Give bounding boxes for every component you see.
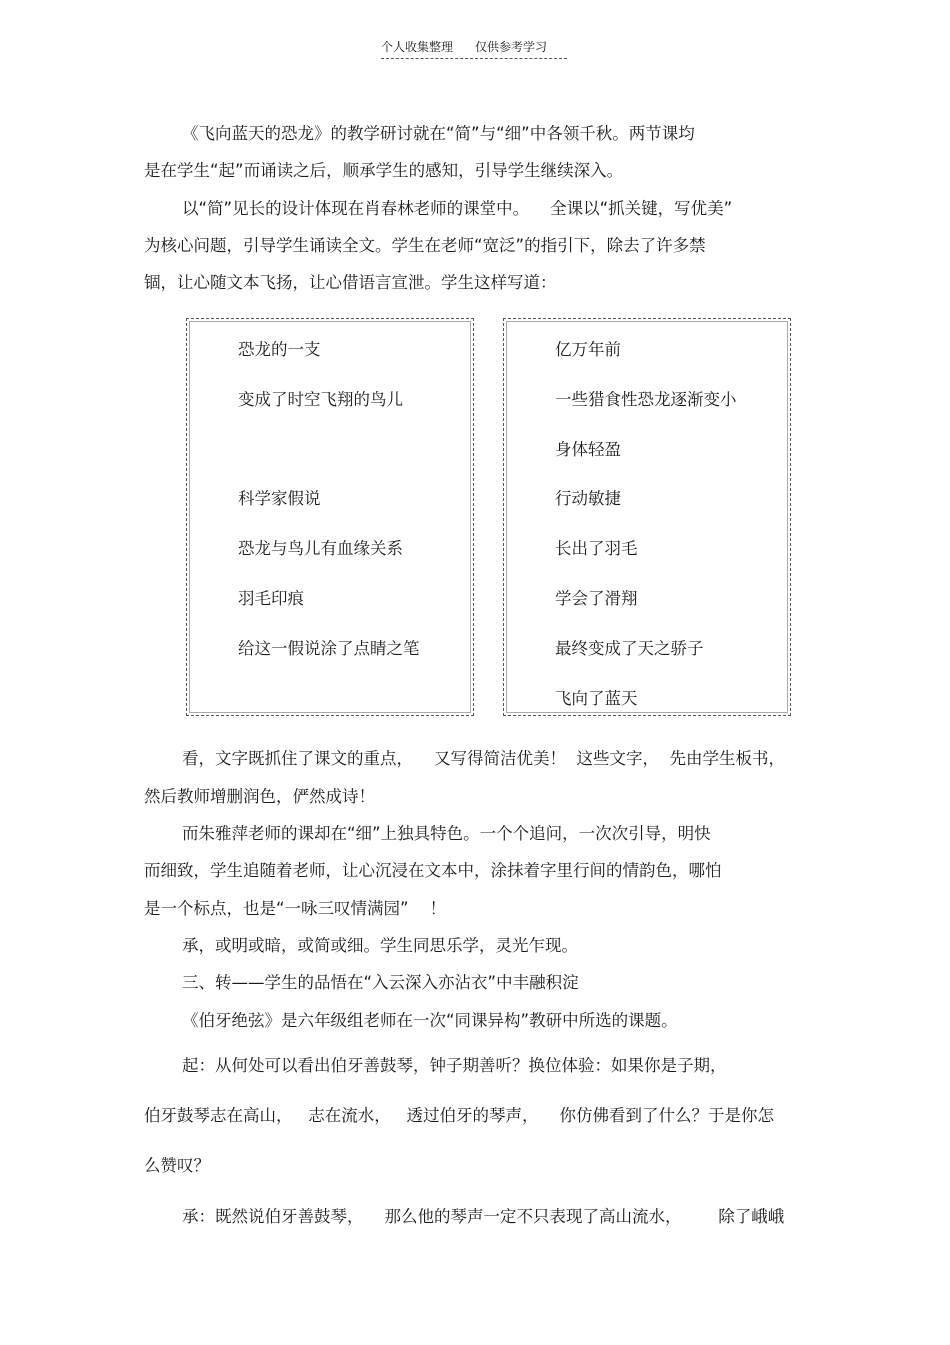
body-line: 起：从何处可以看出伯牙善鼓琴，钟子期善听？换位体验：如果你是子期， — [182, 1056, 727, 1075]
body-line: 伯牙鼓琴志在高山， 志在流水， 透过伯牙的琴声， 你仿佛看到了什么？于是你怎 — [144, 1106, 774, 1125]
body-line: 而细致，学生追随着老师，让心沉浸在文本中，涂抹着字里行间的情韵色，哪怕 — [144, 861, 722, 880]
body-line: 而朱雅萍老师的课却在“细”上独具特色。一个个追问，一次次引导，明快 — [182, 824, 711, 843]
poem-left-line: 羽毛印痕 — [238, 589, 304, 608]
poem-right-line: 学会了滑翔 — [555, 589, 638, 608]
section-heading: 三、转——学生的品悟在“入云深入亦沾衣”中丰融积淀 — [182, 973, 579, 992]
poem-left-line: 科学家假说 — [238, 489, 321, 508]
body-line: 是在学生“起”而诵读之后，顺承学生的感知，引导学生继续深入。 — [144, 161, 624, 180]
body-line: 是一个标点，也是“一咏三叹情满园” ！ — [144, 899, 447, 918]
poem-right-line: 长出了羽毛 — [555, 539, 638, 558]
poem-right-line: 身体轻盈 — [555, 440, 621, 459]
poem-right-line: 飞向了蓝天 — [555, 689, 638, 708]
body-line: 以“简”见长的设计体现在肖春林老师的课堂中。 全课以“抓关键，写优美” — [182, 199, 733, 218]
header-left-text: 个人收集整理 — [381, 40, 454, 54]
body-line: 么赞叹？ — [144, 1156, 210, 1175]
body-line: 承：既然说伯牙善鼓琴， 那么他的琴声一定不只表现了高山流水， 除了峨峨 — [182, 1207, 785, 1226]
body-line: 《伯牙绝弦》是六年级组老师在一次“同课异构”教研中所选的课题。 — [182, 1011, 678, 1030]
poem-right-line: 最终变成了天之骄子 — [555, 639, 704, 658]
poem-right-line: 亿万年前 — [555, 340, 621, 359]
body-line: 锢，让心随文本飞扬，让心借语言宣泄。学生这样写道： — [144, 273, 557, 292]
body-line: 《飞向蓝天的恐龙》的教学研讨就在“简”与“细”中各领千秋。两节课均 — [182, 124, 695, 143]
body-line: 看，文字既抓住了课文的重点， 又写得简洁优美！ 这些文字， 先由学生板书， — [182, 749, 785, 768]
poem-right-line: 行动敏捷 — [555, 489, 621, 508]
poem-right-line: 一些猎食性恐龙逐渐变小 — [555, 390, 737, 409]
header-right-text: 仅供参考学习 — [475, 40, 548, 54]
body-line: 承，或明或暗，或简或细。学生同思乐学，灵光乍现。 — [182, 936, 578, 955]
body-line: 然后教师增删润色，俨然成诗！ — [144, 787, 375, 806]
body-line: 为核心问题，引导学生诵读全文。学生在老师“宽泛”的指引下，除去了许多禁 — [144, 236, 706, 255]
poem-left-line: 恐龙的一支 — [238, 340, 321, 359]
poem-left-line: 给这一假说涂了点睛之笔 — [238, 639, 420, 658]
page-header — [381, 40, 567, 59]
poem-left-line: 恐龙与鸟儿有血缘关系 — [238, 539, 403, 558]
poem-left-line: 变成了时空飞翔的鸟儿 — [238, 390, 403, 409]
